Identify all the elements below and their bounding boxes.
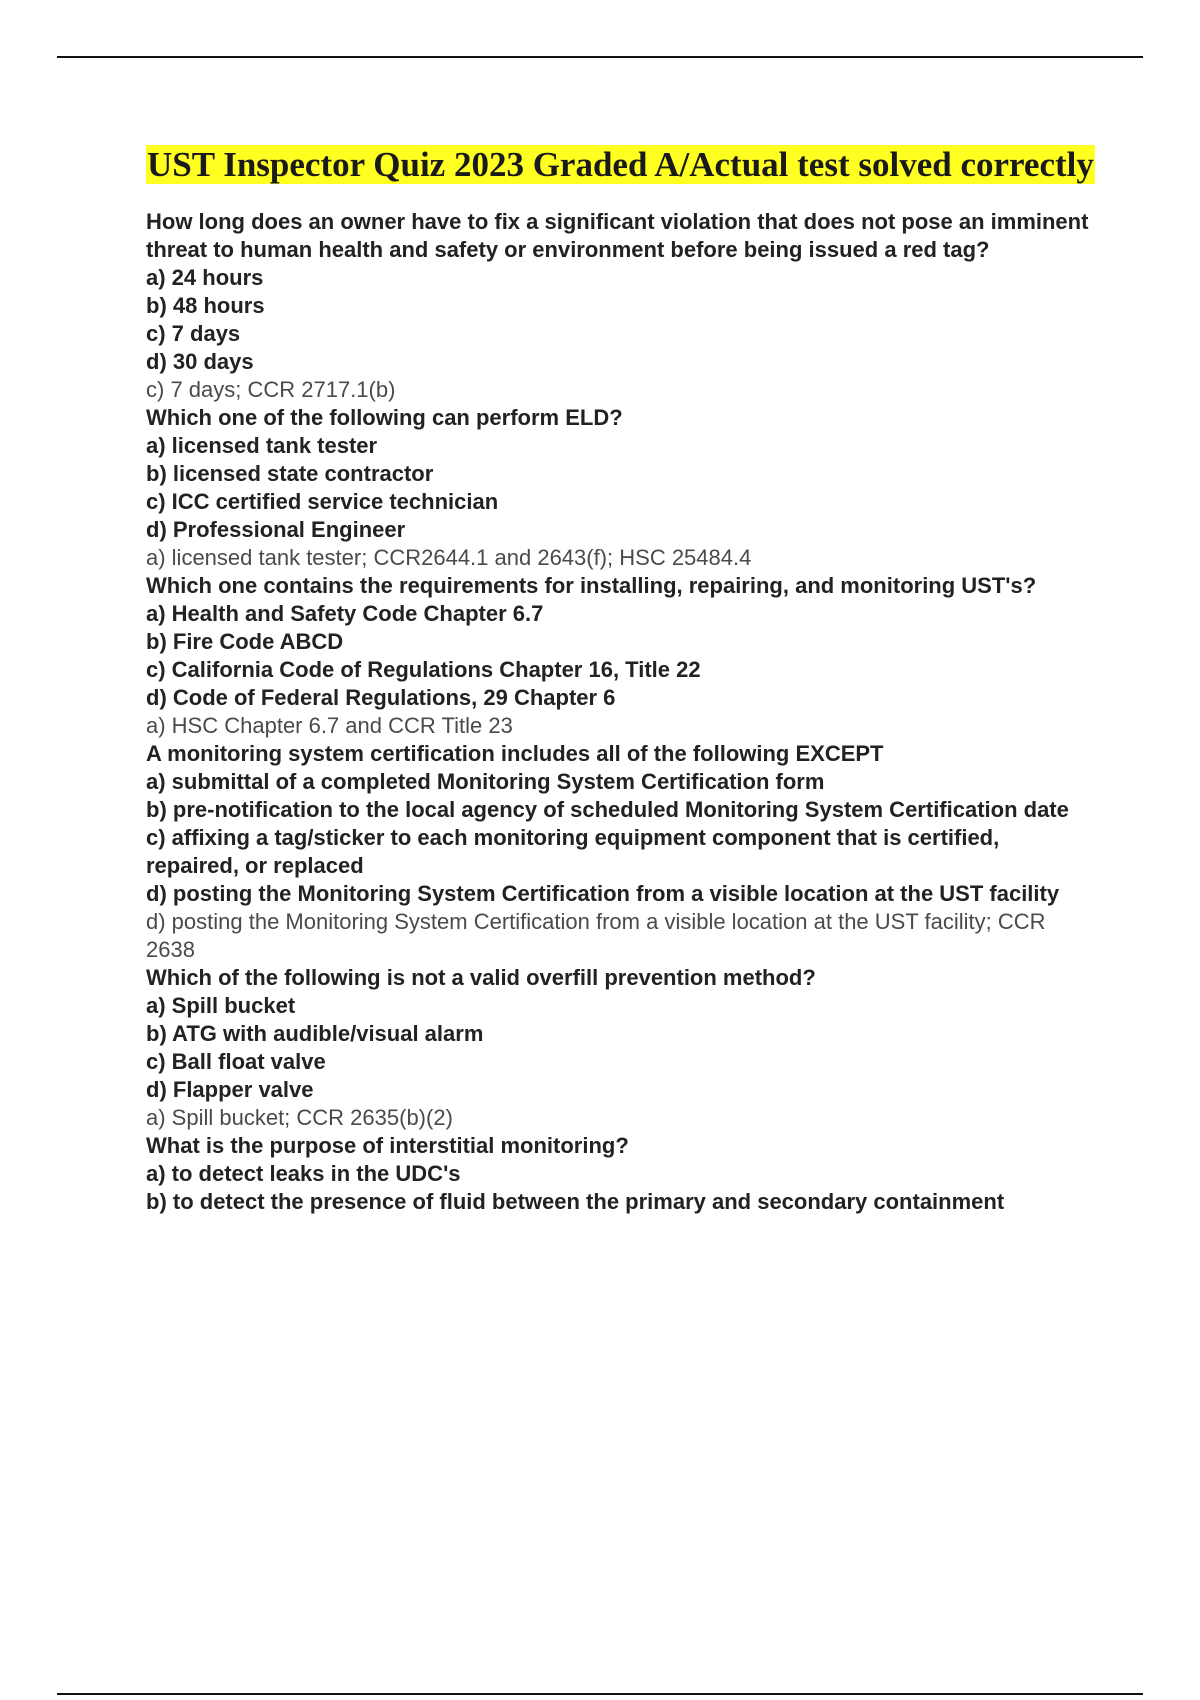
question-text: What is the purpose of interstitial monitoring? [146,1133,629,1158]
answer-option: b) to detect the presence of fluid between the primary and secondary containment [146,1189,1005,1214]
option-list [146,432,1096,544]
question-block [146,964,1096,1132]
answer-option: a) submittal of a completed Monitoring System Certification form [146,769,825,794]
answer-option: a) Spill bucket [146,993,296,1018]
answer-option: a) 24 hours [146,265,264,290]
answer-option: a) licensed tank tester [146,433,378,458]
document-title [146,144,1096,186]
bottom-rule [57,1693,1143,1695]
correct-answer: d) posting the Monitoring System Certification from a visible location at the UST facility; CCR 2638 [146,909,1046,962]
answer-option: c) California Code of Regulations Chapter 16, Title 22 [146,657,701,682]
answer-option: d) Flapper valve [146,1077,314,1102]
answer-option: b) ATG with audible/visual alarm [146,1021,484,1046]
answer-option: d) Code of Federal Regulations, 29 Chapter 6 [146,685,616,710]
option-list [146,600,1096,712]
correct-answer: c) 7 days; CCR 2717.1(b) [146,377,396,402]
correct-answer: a) HSC Chapter 6.7 and CCR Title 23 [146,713,513,738]
highlighted-title: UST Inspector Quiz 2023 Graded A/Actual test solved correctly [147,145,1094,184]
question-text: Which one of the following can perform ELD? [146,405,623,430]
answer-option: d) 30 days [146,349,254,374]
question-block [146,1132,1096,1216]
question-text: A monitoring system certification includes all of the following EXCEPT [146,741,884,766]
question-block [146,404,1096,572]
question-block [146,208,1096,404]
question-text: Which one contains the requirements for installing, repairing, and monitoring UST's? [146,573,1037,598]
answer-option: d) Professional Engineer [146,517,406,542]
answer-option: c) 7 days [146,321,241,346]
correct-answer: a) licensed tank tester; CCR2644.1 and 2643(f); HSC 25484.4 [146,545,752,570]
question-text: Which of the following is not a valid overfill prevention method? [146,965,816,990]
answer-option: c) affixing a tag/sticker to each monitoring equipment component that is certified, repaired, or replaced [146,825,1000,878]
top-rule [57,56,1143,58]
answer-option: d) posting the Monitoring System Certification from a visible location at the UST facility [146,881,1060,906]
question-text: How long does an owner have to fix a significant violation that does not pose an imminent threat to human health and safety or environment before being issued a red tag? [146,209,1089,262]
question-block [146,740,1096,964]
option-list [146,768,1096,908]
answer-option: b) pre-notification to the local agency of scheduled Monitoring System Certification date [146,797,1069,822]
question-list [146,208,1096,1216]
answer-option: a) Health and Safety Code Chapter 6.7 [146,601,544,626]
answer-option: c) ICC certified service technician [146,489,499,514]
answer-option: b) licensed state contractor [146,461,434,486]
answer-option: c) Ball float valve [146,1049,326,1074]
option-list [146,264,1096,376]
answer-option: b) Fire Code ABCD [146,629,344,654]
answer-option: a) to detect leaks in the UDC's [146,1161,461,1186]
question-block [146,572,1096,740]
correct-answer: a) Spill bucket; CCR 2635(b)(2) [146,1105,453,1130]
option-list [146,992,1096,1104]
option-list [146,1160,1096,1216]
answer-option: b) 48 hours [146,293,265,318]
document-body [146,144,1096,1216]
